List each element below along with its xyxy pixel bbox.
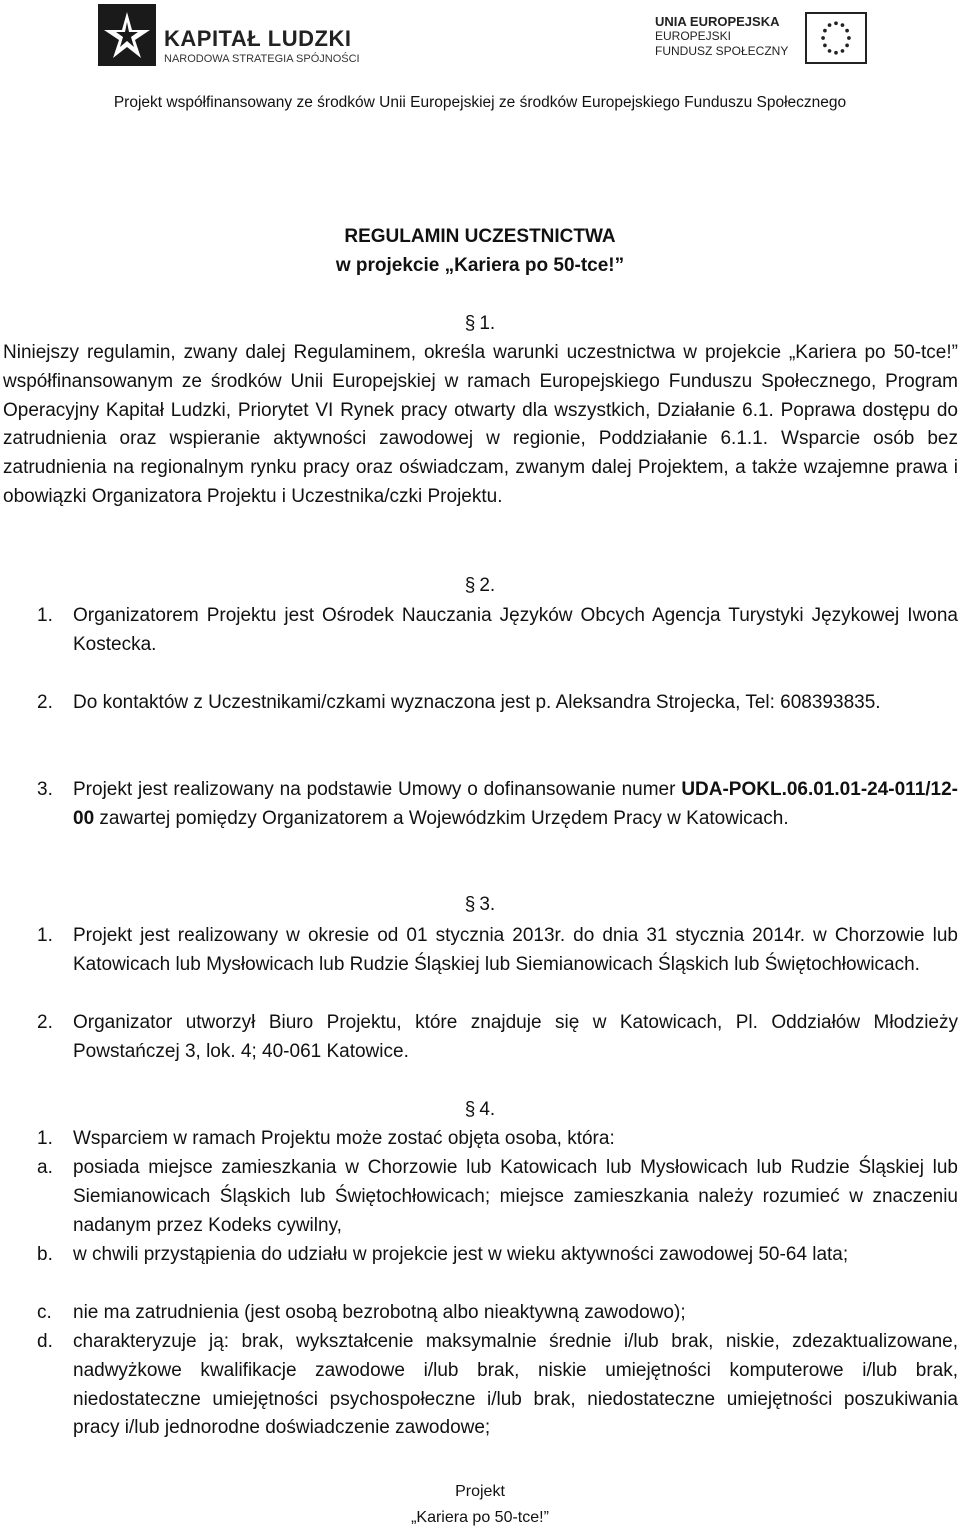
document-title: REGULAMIN UCZESTNICTWA xyxy=(344,226,616,247)
logo-left-subtitle: NARODOWA STRATEGIA SPÓJNOŚCI xyxy=(164,53,360,65)
page-header xyxy=(0,0,960,120)
section-2-heading: § 2. xyxy=(464,575,496,596)
eu-logo xyxy=(655,12,870,68)
footer-line1: Projekt xyxy=(455,1483,505,1500)
kapital-ludzki-logo xyxy=(98,4,358,68)
section-4-heading: § 4. xyxy=(464,1099,496,1120)
contract-number: UDA-POKL.06.01.01-24-011/12-00 xyxy=(73,779,958,829)
logo-right-line3: FUNDUSZ SPOŁECZNY xyxy=(655,44,789,58)
document-subtitle: w projekcie „Kariera po 50-tce!” xyxy=(335,255,625,276)
footer-line2: „Kariera po 50-tce!” xyxy=(411,1509,549,1526)
cofinancing-statement: Projekt współfinansowany ze środków Unii Europejskiej ze środków Europejskiego Funduszu Społecznego xyxy=(113,94,847,111)
section-1-text: Niniejszy regulamin, zwany dalej Regulaminem, określa warunki uczestnictwa w projekcie „Kariera po 50-tce!” współfinansowanym ze środków Unii Europejskiej w ramach Europejskiego Funduszu Społecznego, Program Operacyjny Kapitał Ludzki, Priorytet VI Rynek pracy otwarty dla wszystkich, Działanie 6.1. Poprawa dostępu do zatrudnienia oraz wspieranie aktywności zawodowej w regionie, Poddziałanie 6.1.1. Wsparcie osób bez zatrudnienia na regionalnym rynku pracy oraz oświadczam, zwanym dalej Projektem, a także wzajemne prawa i obowiązki Organizatora Projektu i Uczestnika/czki Projektu. xyxy=(3,342,958,507)
logo-left-title: KAPITAŁ LUDZKI xyxy=(164,26,352,51)
logo-right-line1: UNIA EUROPEJSKA xyxy=(655,14,780,29)
section-symbol: § xyxy=(464,313,476,334)
section-3-heading: § 3. xyxy=(464,894,496,915)
logo-right-line2: EUROPEJSKI xyxy=(655,29,732,43)
eu-flag-icon xyxy=(805,12,867,64)
page-footer xyxy=(0,1479,960,1531)
section-1-heading: § 1. xyxy=(464,313,496,334)
kapital-ludzki-star-icon xyxy=(98,4,156,66)
